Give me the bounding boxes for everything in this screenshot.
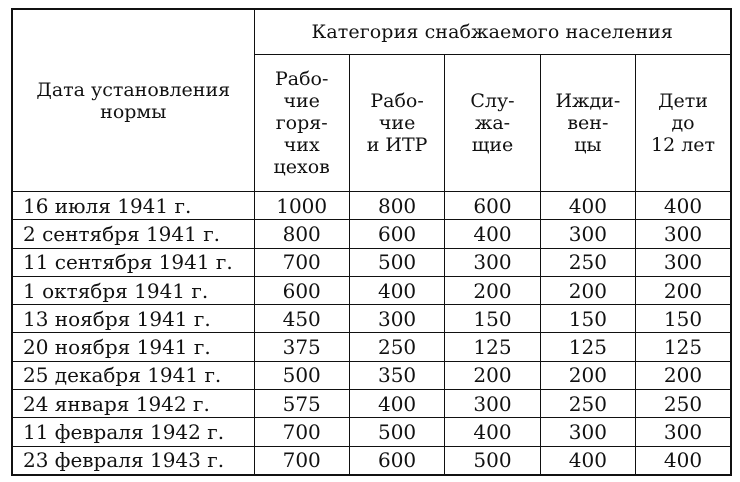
table-row bbox=[12, 446, 731, 475]
value-cell-children: 200 bbox=[636, 276, 731, 304]
date-cell: 23 февраля 1943 г. bbox=[12, 446, 254, 475]
column-header-employees: Слу- жа- щие bbox=[445, 55, 540, 192]
table-row bbox=[12, 333, 731, 361]
date-cell: 11 сентября 1941 г. bbox=[12, 248, 254, 276]
value-cell-hot-shop-workers: 500 bbox=[254, 361, 349, 389]
value-cell-children: 150 bbox=[636, 305, 731, 333]
value-cell-hot-shop-workers: 575 bbox=[254, 390, 349, 418]
date-cell: 25 декабря 1941 г. bbox=[12, 361, 254, 389]
value-cell-workers-engineers: 500 bbox=[349, 248, 444, 276]
header-row-group bbox=[12, 9, 731, 55]
column-header-children: Дети до 12 лет bbox=[636, 55, 731, 192]
ration-norms-table bbox=[11, 8, 732, 476]
date-cell: 16 июля 1941 г. bbox=[12, 192, 254, 220]
value-cell-employees: 125 bbox=[445, 333, 540, 361]
value-cell-workers-engineers: 400 bbox=[349, 390, 444, 418]
value-cell-employees: 400 bbox=[445, 418, 540, 446]
table-row bbox=[12, 305, 731, 333]
value-cell-dependents: 250 bbox=[540, 390, 635, 418]
date-cell: 11 февраля 1942 г. bbox=[12, 418, 254, 446]
value-cell-children: 400 bbox=[636, 192, 731, 220]
value-cell-dependents: 300 bbox=[540, 220, 635, 248]
column-header-hot-shop-workers: Рабо- чие горя- чих цехов bbox=[254, 55, 349, 192]
value-cell-employees: 200 bbox=[445, 276, 540, 304]
value-cell-employees: 200 bbox=[445, 361, 540, 389]
table-row bbox=[12, 418, 731, 446]
value-cell-dependents: 300 bbox=[540, 418, 635, 446]
value-cell-dependents: 200 bbox=[540, 361, 635, 389]
value-cell-employees: 600 bbox=[445, 192, 540, 220]
value-cell-children: 200 bbox=[636, 361, 731, 389]
value-cell-workers-engineers: 350 bbox=[349, 361, 444, 389]
value-cell-employees: 300 bbox=[445, 248, 540, 276]
value-cell-dependents: 400 bbox=[540, 446, 635, 475]
value-cell-employees: 400 bbox=[445, 220, 540, 248]
date-cell: 13 ноября 1941 г. bbox=[12, 305, 254, 333]
value-cell-employees: 150 bbox=[445, 305, 540, 333]
value-cell-workers-engineers: 250 bbox=[349, 333, 444, 361]
column-header-dependents: Ижди- вен- цы bbox=[540, 55, 635, 192]
value-cell-workers-engineers: 500 bbox=[349, 418, 444, 446]
date-cell: 24 января 1942 г. bbox=[12, 390, 254, 418]
value-cell-children: 300 bbox=[636, 248, 731, 276]
value-cell-children: 300 bbox=[636, 418, 731, 446]
value-cell-workers-engineers: 600 bbox=[349, 446, 444, 475]
value-cell-workers-engineers: 800 bbox=[349, 192, 444, 220]
value-cell-dependents: 150 bbox=[540, 305, 635, 333]
value-cell-hot-shop-workers: 700 bbox=[254, 248, 349, 276]
value-cell-employees: 300 bbox=[445, 390, 540, 418]
value-cell-dependents: 200 bbox=[540, 276, 635, 304]
value-cell-hot-shop-workers: 800 bbox=[254, 220, 349, 248]
value-cell-children: 250 bbox=[636, 390, 731, 418]
table-row bbox=[12, 192, 731, 220]
table-body bbox=[12, 192, 731, 476]
value-cell-dependents: 125 bbox=[540, 333, 635, 361]
category-group-header: Категория снабжаемого населения bbox=[254, 9, 731, 55]
value-cell-workers-engineers: 400 bbox=[349, 276, 444, 304]
table-row bbox=[12, 390, 731, 418]
value-cell-hot-shop-workers: 700 bbox=[254, 418, 349, 446]
value-cell-hot-shop-workers: 700 bbox=[254, 446, 349, 475]
value-cell-hot-shop-workers: 375 bbox=[254, 333, 349, 361]
value-cell-children: 400 bbox=[636, 446, 731, 475]
value-cell-children: 125 bbox=[636, 333, 731, 361]
table-row bbox=[12, 276, 731, 304]
value-cell-dependents: 250 bbox=[540, 248, 635, 276]
value-cell-children: 300 bbox=[636, 220, 731, 248]
table-row bbox=[12, 248, 731, 276]
value-cell-workers-engineers: 600 bbox=[349, 220, 444, 248]
value-cell-dependents: 400 bbox=[540, 192, 635, 220]
date-column-header: Дата установления нормы bbox=[12, 9, 254, 192]
value-cell-hot-shop-workers: 1000 bbox=[254, 192, 349, 220]
value-cell-employees: 500 bbox=[445, 446, 540, 475]
column-header-workers-engineers: Рабо- чие и ИТР bbox=[349, 55, 444, 192]
date-cell: 20 ноября 1941 г. bbox=[12, 333, 254, 361]
table-row bbox=[12, 361, 731, 389]
date-cell: 2 сентября 1941 г. bbox=[12, 220, 254, 248]
table-row bbox=[12, 220, 731, 248]
value-cell-hot-shop-workers: 450 bbox=[254, 305, 349, 333]
value-cell-hot-shop-workers: 600 bbox=[254, 276, 349, 304]
value-cell-workers-engineers: 300 bbox=[349, 305, 444, 333]
date-cell: 1 октября 1941 г. bbox=[12, 276, 254, 304]
